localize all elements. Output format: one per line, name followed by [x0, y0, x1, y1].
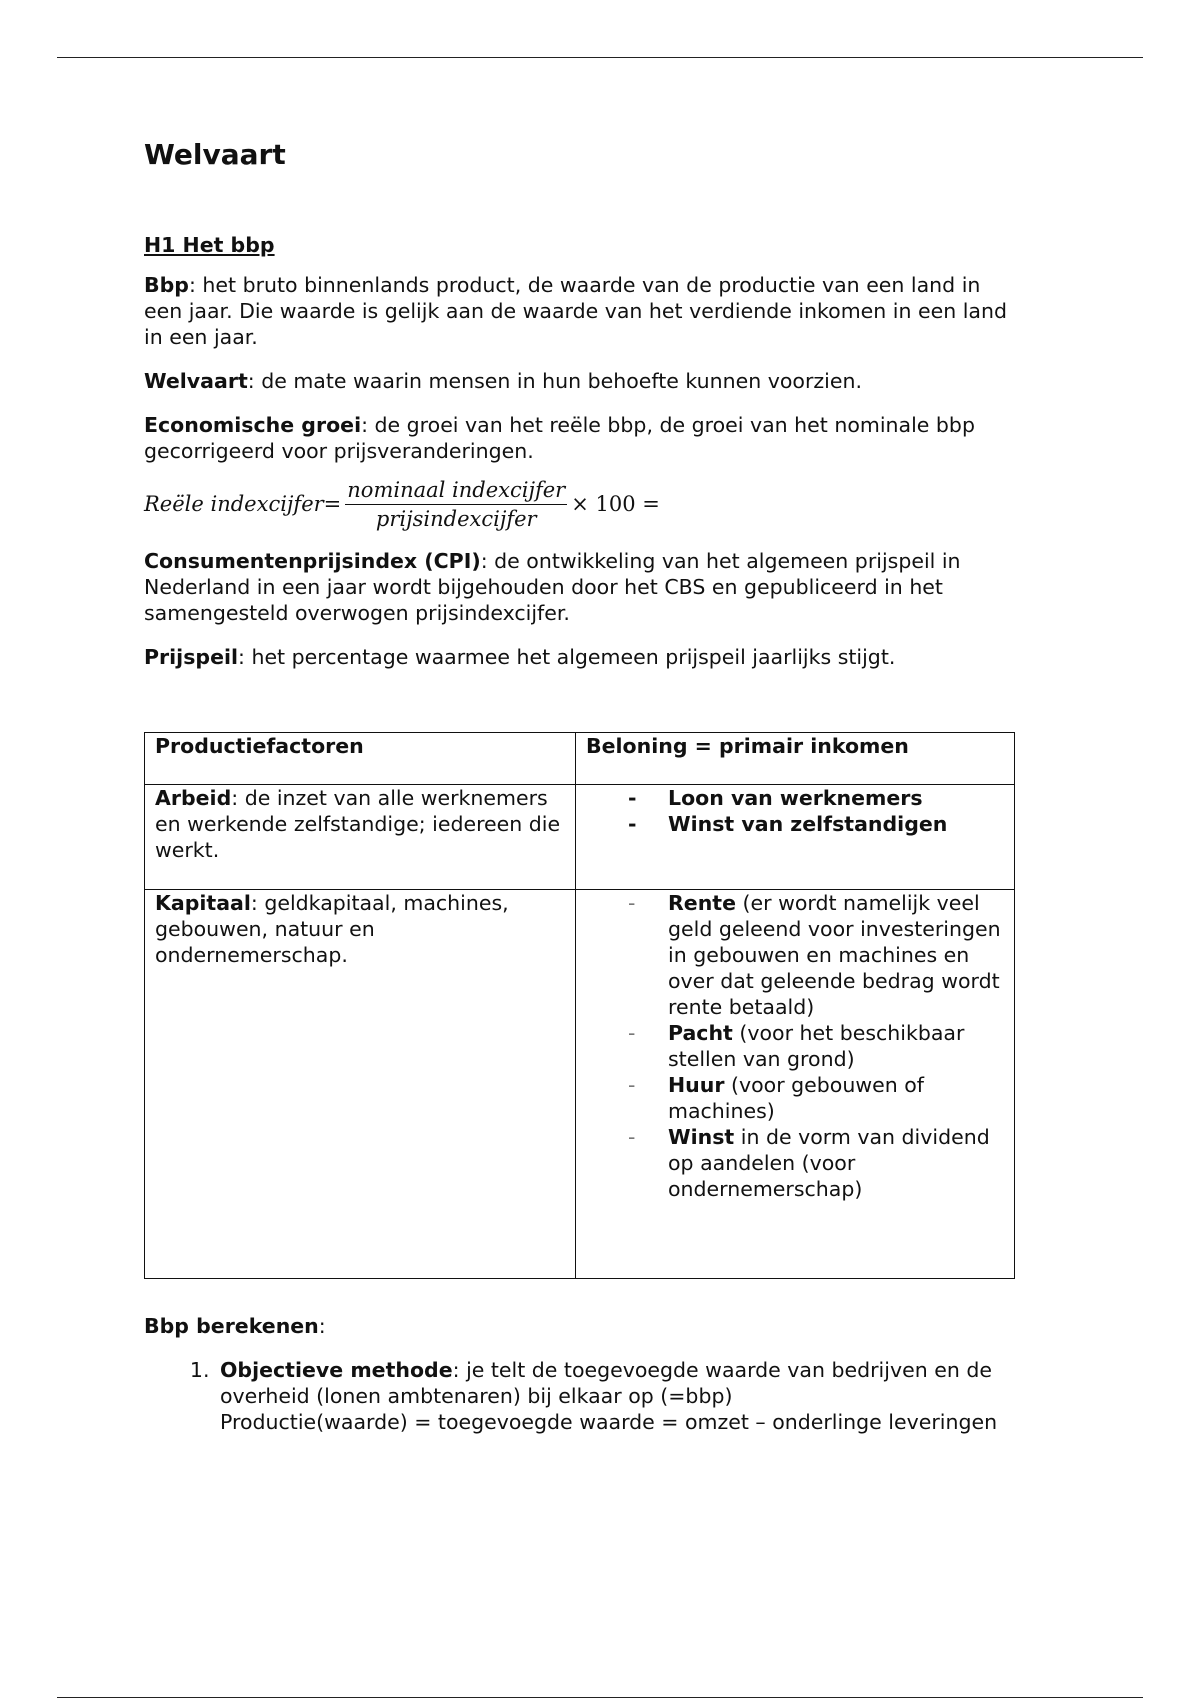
definition-term: Economische groei	[144, 413, 362, 437]
definition-bbp	[144, 272, 1024, 350]
reward-term: Pacht	[668, 1021, 733, 1045]
formula-multiplier: × 100 =	[571, 492, 660, 516]
factor-term: Arbeid	[155, 786, 232, 810]
definition-economische-groei	[144, 412, 1024, 464]
dash-bullet: -	[628, 1125, 636, 1149]
dash-bullet: -	[628, 1073, 636, 1097]
table-row	[145, 785, 1015, 890]
header-rule	[57, 57, 1143, 58]
table-header-cell: Productiefactoren	[145, 733, 576, 785]
method-term: Objectieve methode	[220, 1358, 453, 1382]
table-cell	[145, 890, 576, 1279]
production-factors-table	[144, 732, 1015, 1279]
list-item	[628, 1124, 1004, 1202]
dash-bullet: -	[628, 812, 637, 836]
formula-lhs: Reële indexcijfer	[144, 492, 324, 516]
footer-rule	[57, 1697, 1143, 1698]
list-item	[628, 890, 1004, 1020]
formula-denominator: prijsindexcijfer	[375, 506, 537, 531]
reward-text: in de vorm van dividend op aandelen (voor ondernemerschap)	[668, 1125, 990, 1201]
list-item	[216, 1357, 1024, 1435]
calc-heading	[144, 1313, 1024, 1339]
list-item	[628, 785, 1004, 811]
formula-fraction	[345, 477, 567, 532]
definition-cpi	[144, 548, 1024, 626]
reward-text: (voor het beschikbaar stellen van grond)	[668, 1021, 965, 1071]
list-item	[628, 1020, 1004, 1072]
section-heading: H1 Het bbp	[144, 233, 275, 257]
definition-text: : het percentage waarmee het algemeen prijspeil jaarlijks stijgt.	[238, 645, 896, 669]
definition-term: Consumentenprijsindex (CPI)	[144, 549, 481, 573]
formula-numerator: nominaal indexcijfer	[345, 477, 567, 505]
factor-text: : geldkapitaal, machines, gebouwen, natuur en ondernemerschap.	[155, 891, 509, 967]
dash-bullet: -	[628, 786, 637, 810]
page-title: Welvaart	[144, 138, 286, 171]
definition-term: Welvaart	[144, 369, 248, 393]
method-text: : je telt de toegevoegde waarde van bedrijven en de overheid (lonen ambtenaren) bij elkaar op (=bbp)	[220, 1358, 992, 1408]
factor-term: Kapitaal	[155, 891, 251, 915]
calc-heading-text: Bbp berekenen	[144, 1314, 319, 1338]
table-header-cell: Beloning = primair inkomen	[576, 733, 1015, 785]
real-index-formula	[144, 474, 1024, 534]
calc-methods-list	[144, 1357, 1024, 1435]
definition-welvaart	[144, 368, 1024, 394]
factor-text: : de inzet van alle werknemers en werkende zelfstandige; iedereen die werkt.	[155, 786, 561, 862]
table-cell	[576, 785, 1015, 890]
reward-term: Winst	[668, 1125, 735, 1149]
calc-heading-colon: :	[318, 1314, 326, 1338]
dash-bullet: -	[628, 1021, 636, 1045]
reward-list	[586, 785, 1004, 837]
definition-text: : de ontwikkeling van het algemeen prijspeil in Nederland in een jaar wordt bijgehouden door het CBS en gepubliceerd in het samengesteld overwogen prijsindexcijfer.	[144, 549, 961, 625]
definition-prijspeil	[144, 644, 1024, 670]
reward-term: Huur	[668, 1073, 725, 1097]
table-header-row	[145, 733, 1015, 785]
reward-term: Rente	[668, 891, 736, 915]
document-body	[144, 138, 1024, 1435]
dash-bullet: -	[628, 891, 636, 915]
reward-text: Loon van werknemers	[668, 786, 923, 810]
definition-term: Prijspeil	[144, 645, 239, 669]
reward-text: (voor gebouwen of machines)	[668, 1073, 924, 1123]
table-cell	[576, 890, 1015, 1279]
reward-text: Winst van zelfstandigen	[668, 812, 948, 836]
formula-equals: =	[323, 492, 342, 516]
definition-term: Bbp	[144, 273, 189, 297]
definition-text: : de mate waarin mensen in hun behoefte kunnen voorzien.	[247, 369, 862, 393]
table-row	[145, 890, 1015, 1279]
list-item	[628, 1072, 1004, 1124]
reward-list	[586, 890, 1004, 1202]
list-item	[628, 811, 1004, 837]
table-cell	[145, 785, 576, 890]
definition-text: : het bruto binnenlands product, de waarde van de productie van een land in een jaar. Die waarde is gelijk aan de waarde van het verdiende inkomen in een land in een jaar.	[144, 273, 1008, 349]
reward-text: (er wordt namelijk veel geld geleend voor investeringen in gebouwen en machines en over dat geleende bedrag wordt rente betaald)	[668, 891, 1001, 1019]
method-formula: Productie(waarde) = toegevoegde waarde = omzet – onderlinge leveringen	[220, 1410, 998, 1434]
definition-text: : de groei van het reële bbp, de groei van het nominale bbp gecorrigeerd voor prijsveranderingen.	[144, 413, 975, 463]
